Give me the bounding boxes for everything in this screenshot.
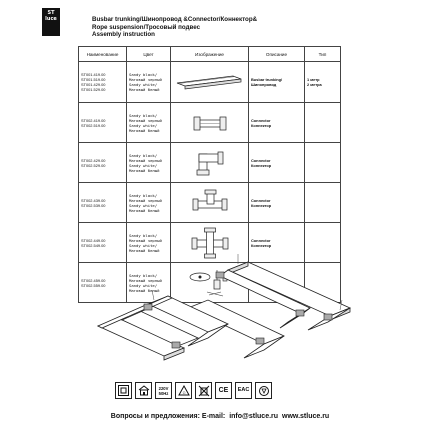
color: Матовый белый <box>129 247 160 253</box>
code: ST002.519.00 <box>81 122 106 128</box>
color: Sandy white/ <box>129 82 158 87</box>
voltage-text: 220V 50Hz <box>158 385 169 396</box>
table-row <box>79 103 341 143</box>
color: Матовый черный <box>129 277 162 283</box>
color-cell <box>127 103 171 143</box>
color: Матовый белый <box>129 87 160 92</box>
description: Connector <box>251 237 271 243</box>
image-cell <box>171 62 249 103</box>
color-cell <box>127 183 171 223</box>
header-color: Цвет <box>127 47 171 62</box>
contact-email[interactable]: info@stluce.ru <box>229 413 279 420</box>
description: Connector <box>251 117 271 123</box>
assembly-diagram <box>88 252 358 382</box>
color-cell <box>127 62 171 103</box>
color: Sandy white/ <box>129 202 158 208</box>
image-cell <box>171 103 249 143</box>
color: Sandy white/ <box>129 122 158 128</box>
code: ST001.529.00 <box>81 87 106 92</box>
color: Матовый белый <box>129 207 160 213</box>
code: ST001.519.00 <box>81 77 106 82</box>
color: Sandy white/ <box>129 282 158 288</box>
description: Коннектор <box>251 202 272 208</box>
contact-line <box>0 413 440 420</box>
code: ST002.439.00 <box>81 197 106 203</box>
recycle-icon <box>175 382 192 399</box>
code: ST002.459.00 <box>81 277 106 283</box>
title-line-2: Rope suspension/Тросовый подвес <box>92 23 201 31</box>
busbar-track-image <box>175 73 245 91</box>
color: Матовый черный <box>129 77 162 82</box>
code: ST002.419.00 <box>81 117 106 123</box>
color-cell <box>127 143 171 183</box>
svg-text:♲: ♲ <box>181 390 186 395</box>
type-cell <box>305 183 341 223</box>
type: 2 метра <box>307 82 322 87</box>
ce-text: CE <box>218 387 229 394</box>
code: ST002.539.00 <box>81 202 106 208</box>
weee-icon <box>195 382 212 399</box>
description: Шинопровод <box>251 82 277 87</box>
description-cell <box>249 183 305 223</box>
voltage-icon <box>155 382 172 399</box>
codes-cell <box>79 62 127 103</box>
code: ST001.419.00 <box>81 72 106 77</box>
title-line-1: Busbar trunking/Шинопровод &Connector/Коннектор& <box>92 16 258 23</box>
color: Матовый белый <box>129 287 160 293</box>
description: Busbar trunking/ <box>251 77 283 82</box>
table-row <box>79 62 341 103</box>
type-cell <box>305 143 341 183</box>
t-connector-image <box>190 188 230 218</box>
color: Матовый черный <box>129 237 162 243</box>
type: 1 метр <box>307 77 320 82</box>
class2-icon <box>115 382 132 399</box>
description-cell <box>249 62 305 103</box>
color: Sandy black/ <box>129 272 158 278</box>
color: Sandy white/ <box>129 162 158 168</box>
description-cell <box>249 143 305 183</box>
table-row <box>79 143 341 183</box>
color: Sandy black/ <box>129 232 158 238</box>
image-cell <box>171 183 249 223</box>
color: Sandy black/ <box>129 192 158 198</box>
description: Connector <box>251 157 271 163</box>
color: Матовый черный <box>129 197 162 203</box>
image-cell <box>171 143 249 183</box>
title-line-3: Assembly instruction <box>92 31 155 38</box>
eac-icon <box>235 382 252 399</box>
color: Sandy black/ <box>129 112 158 118</box>
code: ST002.529.00 <box>81 162 106 168</box>
description: Коннектор <box>251 122 272 128</box>
code: ST002.429.00 <box>81 157 106 163</box>
document-title <box>92 16 352 39</box>
table-row <box>79 183 341 223</box>
code: ST002.449.00 <box>81 237 106 243</box>
logo-text-top: ST <box>47 10 55 16</box>
color: Sandy black/ <box>129 72 158 77</box>
description-cell <box>249 103 305 143</box>
eac-text: EAC <box>237 387 250 393</box>
color: Матовый черный <box>129 157 162 163</box>
color: Sandy black/ <box>129 152 158 158</box>
header-type: Тип <box>305 47 341 62</box>
color: Матовый белый <box>129 167 160 173</box>
type-cell <box>305 62 341 103</box>
description: Connector <box>251 197 271 203</box>
ce-icon <box>215 382 232 399</box>
type-cell <box>305 103 341 143</box>
color: Sandy white/ <box>129 242 158 248</box>
table-header-row <box>79 47 341 62</box>
description: Коннектор <box>251 242 272 248</box>
codes-cell <box>79 183 127 223</box>
certification-icons <box>115 382 272 400</box>
mobius-icon <box>255 382 272 399</box>
code: ST001.429.00 <box>81 82 106 87</box>
header-description: Описание <box>249 47 305 62</box>
brand-logo <box>42 8 60 36</box>
code: ST002.549.00 <box>81 242 106 248</box>
contact-website[interactable]: www.stluce.ru <box>282 413 330 420</box>
codes-cell <box>79 103 127 143</box>
header-image: Изображение <box>171 47 249 62</box>
description: Коннектор <box>251 162 272 168</box>
straight-connector-image <box>190 113 230 133</box>
color: Матовый белый <box>129 127 160 133</box>
color: Матовый черный <box>129 117 162 123</box>
logo-text-bottom: luce <box>45 16 57 22</box>
indoor-icon <box>135 382 152 399</box>
code: ST002.559.00 <box>81 282 106 288</box>
header-name: Наименование <box>79 47 127 62</box>
contact-label: Вопросы и предложения: E-mail: <box>110 413 226 420</box>
l-connector-image <box>193 148 227 178</box>
codes-cell <box>79 143 127 183</box>
